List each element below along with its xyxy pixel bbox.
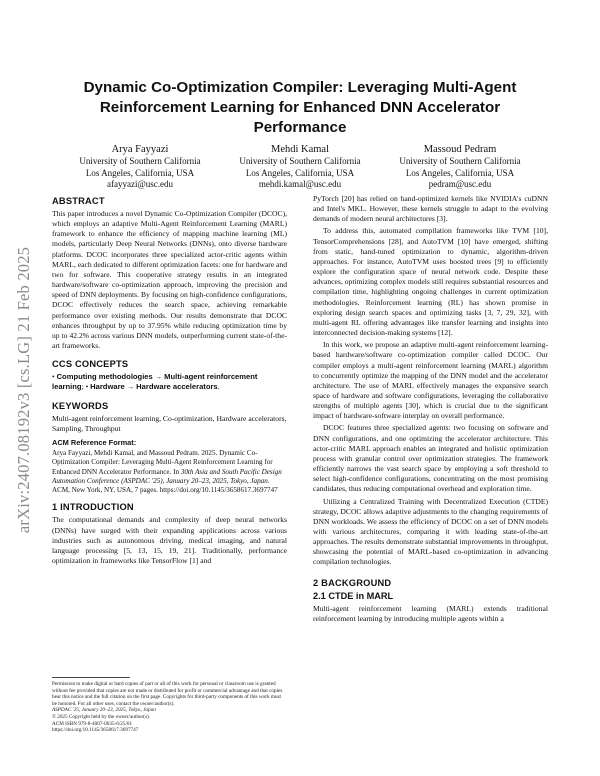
ccs-heading: CCS CONCEPTS	[52, 359, 129, 370]
conference-line: ASPDAC '25, January 20–23, 2025, Tokyo, Japan	[52, 707, 156, 714]
acm-reference-venue: 30th Asia and South Pacific Design Automation Conference (ASPDAC '25), January 20–23, 2025, Tokyo, Japan.	[52, 467, 282, 485]
author-name: Massoud Pedram	[423, 144, 497, 155]
author-name: Arya Fayyazi	[111, 144, 169, 155]
left-column	[52, 196, 287, 566]
ccs-item-2-sub: Hardware accelerators	[136, 382, 218, 392]
acm-reference-text	[52, 449, 287, 495]
abstract-text: This paper introduces a novel Dynamic Co-Optimization Compiler (DCOC), which employs an adaptive Multi-Agent Reinforcement Learning (MARL) framework to enhance the efficiency of mapping machine learning (ML) models, particularly Deep Neural Networks (DNNs), onto diverse hardware platforms. DCOC incorporates three specialized actor-critic agents within MARL, each dedicated to different optimization facets: one for hardware and two for software. This cooperative strategy results in an integrated hardware/software co-optimization approach, improving the precision and speed of DNN deployments. By focusing on high-confidence configurations, DCOC effectively reduces the search space, achieving remarkable performance over existing methods. Our results demonstrate that DCOC enhances throughput by up to 37.95% while reducing optimization time by up to 42.2% across various DNN models, outperforming current state-of-the-art frameworks.	[52, 209, 287, 351]
ccs-concepts: • Computing methodologies → Multi-agent reinforcement learning; • Hardware → Hardware accelerators.	[52, 372, 258, 392]
body-paragraph: Utilizing a Centralized Training with Decentralized Execution (CTDE) strategy, DCOC allows adaptive adjustments to the changing requirements of DNN workloads. We assess the efficiency of DCOC on a set of DNN models with various architectures, comparing it with leading state-of-the-art approaches. The results demonstrate substantial improvements in throughput, showcasing the potential of MARL-based co-optimization in advancing compilation technologies.	[313, 496, 549, 567]
permission-notice: Permission to make digital or hard copies of part or all of this work for personal or classroom use is granted without fee provided that copies are not made or distributed for profit or commercial advantage and that copies bear this notice and the full citation on the first page. Copyrights for third-party components of this work must be honored. For all other uses, contact the owner/author(s).	[52, 681, 283, 707]
author-email: afayyazi@usc.edu	[106, 179, 173, 189]
author-location: Los Angeles, California, USA	[85, 167, 195, 178]
ccs-item-2-category: Hardware	[90, 382, 125, 392]
author-affiliation: University of Southern California	[399, 156, 521, 166]
author-affiliation: University of Southern California	[79, 156, 201, 166]
arxiv-stamp	[6, 200, 42, 580]
body-paragraph: DCOC features three specialized agents: two focusing on software and DNN configurations, and one optimizing the accelerator architecture. This actor-critic MARL approach enables an integrated and holistic optimization process with granular control over optimization strategies. The framework efficiently narrows the vast search space by employing a soft threshold to select high-confidence configurations, concentrating on the most promising candidates, thus reducing computational overhead and exploration time.	[313, 423, 548, 494]
keywords-text: Multi-agent reinforcement learning, Co-optimization, Hardware accelerators, Sampling, Throughput	[52, 413, 287, 433]
footnote-rule	[52, 677, 130, 678]
body-paragraph: PyTorch [20] has relied on hand-optimized kernels like NVIDIA's cuDNN and Intel's MKL. However, these kernels struggle to adapt to the evolving demands of modern neural architectures [3].	[313, 194, 548, 224]
acm-reference-authors-title: Arya Fayyazi, Mehdi Kamal, and Massoud Pedram. 2025. Dynamic Co-Optimization Compiler: Leveraging Multi-Agent Reinforcement Learning for Enhanced DNN Accelerator Performance. In	[52, 448, 273, 476]
author	[220, 143, 380, 191]
author-email: mehdi.kamal@usc.edu	[258, 179, 342, 189]
background-heading: 2 BACKGROUND	[313, 577, 392, 588]
introduction-heading: 1 INTRODUCTION	[52, 502, 134, 513]
author-location: Los Angeles, California, USA	[245, 167, 355, 178]
author	[60, 143, 220, 191]
ctde-subheading: 2.1 CTDE in MARL	[313, 590, 394, 601]
acm-reference-heading: ACM Reference Format:	[52, 437, 137, 447]
author-name: Mehdi Kamal	[270, 144, 330, 155]
ccs-arrow: →	[126, 382, 135, 392]
ccs-bullet: •	[85, 382, 89, 392]
author-location: Los Angeles, California, USA	[405, 167, 515, 178]
ccs-item-1-category: Computing methodologies	[56, 372, 153, 382]
body-paragraph: To address this, automated compilation frameworks like TVM [10], TensorComprehensions [28], and AutoTVM [10] have emerged, shifting from static, hand-tuned optimization to dynamic, algorithm-driven approaches. For instance, AutoTVM uses boosted trees [9] to efficiently explore the configuration space of neural network code. Despite these advances, optimizing complex models still requires substantial resources and compilation time, highlighting ongoing challenges in current optimization methodologies. Reinforcement learning (RL) has shown promise in exploring design search spaces and optimizing tasks [3, 7, 29, 32], with multi-agent RL offering advantages like transfer learning and insights into interconnected decision-making systems [12].	[313, 226, 548, 338]
introduction-text: The computational demands and complexity of deep neural networks (DNNs) have surged with their expanding applications across various industries such as autonomous driving, medical imaging, and natural language processing [5, 13, 15, 19, 21]. Traditionally, performance optimization in frameworks like TensorFlow [1] and	[52, 515, 287, 566]
author-block	[60, 143, 540, 191]
permission-block	[52, 681, 287, 734]
abstract-heading: ABSTRACT	[52, 196, 105, 206]
isbn-line: ACM ISBN 979-8-4007-0635-6/25/01	[52, 720, 133, 727]
doi-line: https://doi.org/10.1145/3658617.3697747	[52, 727, 139, 734]
copyright-line: © 2025 Copyright held by the owner/author(s).	[52, 713, 151, 720]
author-affiliation: University of Southern California	[239, 156, 361, 166]
ccs-item-1-sub: Multi-agent reinforcement learning	[52, 372, 258, 392]
body-paragraph: Multi-agent reinforcement learning (MARL) extends traditional reinforcement learning by introducing multiple agents within a	[313, 603, 548, 623]
author	[380, 143, 540, 191]
keywords-heading: KEYWORDS	[52, 400, 109, 411]
body-paragraph: In this work, we propose an adaptive multi-agent reinforcement learning-based hardware/software co-optimization compiler called DCOC. Our compiler employs a multi-agent reinforcement learning (MARL) algorithm to concurrently optimize the mapping of the DNN model and the accelerator architecture. The use of MARL effectively manages the expansive search space of hardware and software configurations, leveraging the collaborative strengths of multiple agents [30], which is crucial due to the significant impact of hardware-software interplay on overall performance.	[313, 340, 548, 421]
ccs-arrow: →	[154, 372, 163, 382]
right-column	[313, 194, 548, 624]
author-email: pedram@usc.edu	[428, 179, 492, 189]
arxiv-stamp-text: arXiv:2407.08192v3 [cs.LG] 21 Feb 2025	[14, 246, 33, 534]
ccs-bullet: •	[52, 372, 55, 382]
paper-title: Dynamic Co-Optimization Compiler: Leveraging Multi-Agent Reinforcement Learning for Enhanced DNN Accelerator Performance	[83, 79, 517, 136]
acm-reference-tail: ACM, New York, NY, USA, 7 pages. https://doi.org/10.1145/3658617.3697747	[52, 486, 278, 495]
